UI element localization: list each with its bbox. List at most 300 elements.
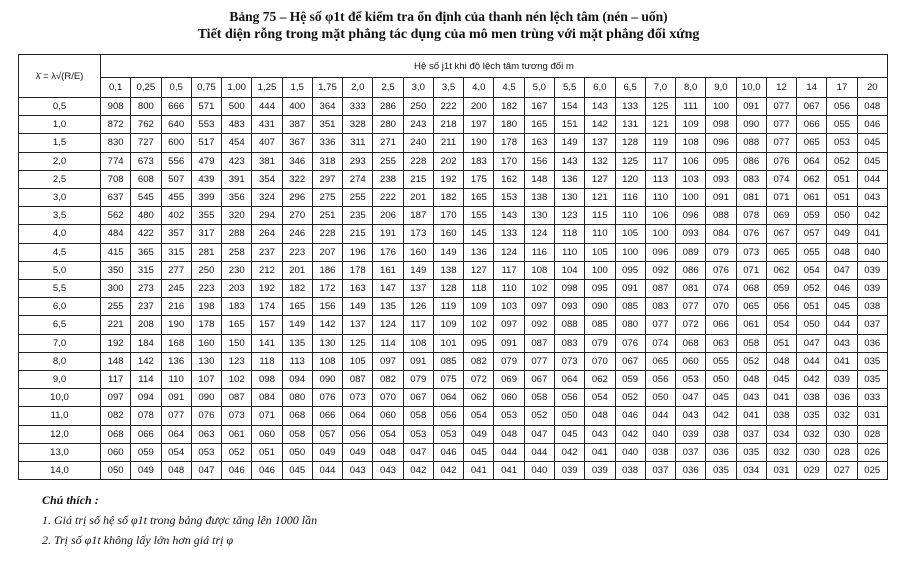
value-cell: 355 xyxy=(191,207,221,225)
value-cell: 238 xyxy=(373,170,403,188)
value-cell: 135 xyxy=(282,334,312,352)
value-cell: 147 xyxy=(373,280,403,298)
value-cell: 093 xyxy=(554,298,584,316)
value-cell: 106 xyxy=(645,207,675,225)
value-cell: 165 xyxy=(524,116,554,134)
value-cell: 090 xyxy=(191,389,221,407)
value-cell: 202 xyxy=(433,152,463,170)
value-cell: 324 xyxy=(252,189,282,207)
value-cell: 128 xyxy=(433,280,463,298)
value-cell: 246 xyxy=(282,225,312,243)
value-cell: 119 xyxy=(645,134,675,152)
lambda-cell: 11,0 xyxy=(19,407,101,425)
lambda-cell: 2,5 xyxy=(19,170,101,188)
value-cell: 103 xyxy=(494,298,524,316)
value-cell: 381 xyxy=(252,152,282,170)
value-cell: 087 xyxy=(524,334,554,352)
value-cell: 178 xyxy=(343,261,373,279)
value-cell: 085 xyxy=(433,352,463,370)
value-cell: 165 xyxy=(282,298,312,316)
value-cell: 049 xyxy=(312,443,342,461)
value-cell: 044 xyxy=(524,443,554,461)
table-title: Bảng 75 – Hệ số φ1t để kiểm tra ổn định của thanh nén lệch tâm (nén – uốn) xyxy=(229,9,668,24)
value-cell: 068 xyxy=(736,280,766,298)
value-cell: 041 xyxy=(827,352,857,370)
value-cell: 096 xyxy=(706,134,736,152)
value-cell: 102 xyxy=(464,316,494,334)
value-cell: 315 xyxy=(161,243,191,261)
value-cell: 056 xyxy=(554,389,584,407)
value-cell: 067 xyxy=(766,225,796,243)
value-cell: 286 xyxy=(373,98,403,116)
value-cell: 050 xyxy=(706,371,736,389)
value-cell: 051 xyxy=(827,170,857,188)
value-cell: 087 xyxy=(222,389,252,407)
value-cell: 121 xyxy=(585,189,615,207)
value-cell: 168 xyxy=(161,334,191,352)
table-row xyxy=(19,352,888,370)
value-cell: 033 xyxy=(857,389,887,407)
value-cell: 082 xyxy=(464,352,494,370)
table-row xyxy=(19,407,888,425)
value-cell: 077 xyxy=(645,316,675,334)
value-cell: 090 xyxy=(312,371,342,389)
value-cell: 048 xyxy=(857,98,887,116)
m-value-header: 3,0 xyxy=(403,78,433,98)
value-cell: 073 xyxy=(736,243,766,261)
value-cell: 138 xyxy=(433,261,463,279)
value-cell: 077 xyxy=(524,352,554,370)
value-cell: 102 xyxy=(222,371,252,389)
value-cell: 455 xyxy=(161,189,191,207)
value-cell: 043 xyxy=(827,334,857,352)
value-cell: 127 xyxy=(464,261,494,279)
value-cell: 040 xyxy=(615,443,645,461)
table-row xyxy=(19,389,888,407)
value-cell: 280 xyxy=(373,116,403,134)
value-cell: 077 xyxy=(676,298,706,316)
value-cell: 054 xyxy=(161,443,191,461)
value-cell: 407 xyxy=(252,134,282,152)
value-cell: 041 xyxy=(766,389,796,407)
table-row xyxy=(19,298,888,316)
value-cell: 130 xyxy=(191,352,221,370)
value-cell: 086 xyxy=(736,152,766,170)
value-cell: 110 xyxy=(645,189,675,207)
value-cell: 143 xyxy=(494,207,524,225)
value-cell: 208 xyxy=(131,316,161,334)
value-cell: 116 xyxy=(524,243,554,261)
value-cell: 053 xyxy=(403,425,433,443)
value-cell: 175 xyxy=(464,170,494,188)
value-cell: 045 xyxy=(857,134,887,152)
value-cell: 035 xyxy=(706,462,736,480)
value-cell: 061 xyxy=(736,316,766,334)
value-cell: 052 xyxy=(797,280,827,298)
value-cell: 034 xyxy=(766,425,796,443)
value-cell: 133 xyxy=(494,225,524,243)
value-cell: 153 xyxy=(494,189,524,207)
value-cell: 038 xyxy=(766,407,796,425)
value-cell: 070 xyxy=(706,298,736,316)
value-cell: 218 xyxy=(433,116,463,134)
value-cell: 042 xyxy=(615,425,645,443)
table-row xyxy=(19,462,888,480)
value-cell: 120 xyxy=(615,170,645,188)
value-cell: 114 xyxy=(131,371,161,389)
lambda-cell: 3,0 xyxy=(19,189,101,207)
value-cell: 043 xyxy=(585,425,615,443)
value-cell: 315 xyxy=(131,261,161,279)
value-cell: 258 xyxy=(222,243,252,261)
value-cell: 050 xyxy=(645,389,675,407)
value-cell: 073 xyxy=(222,407,252,425)
value-cell: 079 xyxy=(585,334,615,352)
value-cell: 206 xyxy=(373,207,403,225)
value-cell: 192 xyxy=(252,280,282,298)
value-cell: 093 xyxy=(706,170,736,188)
value-cell: 090 xyxy=(585,298,615,316)
value-cell: 187 xyxy=(403,207,433,225)
value-cell: 094 xyxy=(282,371,312,389)
value-cell: 074 xyxy=(706,280,736,298)
value-cell: 073 xyxy=(554,352,584,370)
value-cell: 109 xyxy=(433,316,463,334)
value-cell: 092 xyxy=(524,316,554,334)
value-cell: 095 xyxy=(585,280,615,298)
value-cell: 084 xyxy=(706,225,736,243)
value-cell: 042 xyxy=(706,407,736,425)
value-cell: 149 xyxy=(343,298,373,316)
value-cell: 142 xyxy=(131,352,161,370)
value-cell: 066 xyxy=(312,407,342,425)
value-cell: 032 xyxy=(766,443,796,461)
value-cell: 039 xyxy=(676,425,706,443)
value-cell: 133 xyxy=(615,98,645,116)
value-cell: 237 xyxy=(131,298,161,316)
value-cell: 221 xyxy=(101,316,131,334)
value-cell: 103 xyxy=(676,170,706,188)
value-cell: 118 xyxy=(252,352,282,370)
m-value-header: 17 xyxy=(827,78,857,98)
value-cell: 042 xyxy=(554,443,584,461)
value-cell: 128 xyxy=(615,134,645,152)
value-cell: 116 xyxy=(615,189,645,207)
value-cell: 073 xyxy=(343,389,373,407)
value-cell: 052 xyxy=(736,352,766,370)
value-cell: 054 xyxy=(797,261,827,279)
value-cell: 060 xyxy=(676,352,706,370)
value-cell: 047 xyxy=(524,425,554,443)
value-cell: 562 xyxy=(101,207,131,225)
value-cell: 064 xyxy=(161,425,191,443)
value-cell: 673 xyxy=(131,152,161,170)
value-cell: 110 xyxy=(494,280,524,298)
value-cell: 047 xyxy=(797,334,827,352)
value-cell: 136 xyxy=(554,170,584,188)
m-value-header: 0,5 xyxy=(161,78,191,98)
value-cell: 091 xyxy=(403,352,433,370)
value-cell: 126 xyxy=(403,298,433,316)
value-cell: 098 xyxy=(706,116,736,134)
value-cell: 271 xyxy=(373,134,403,152)
value-cell: 048 xyxy=(161,462,191,480)
value-cell: 608 xyxy=(131,170,161,188)
value-cell: 045 xyxy=(464,443,494,461)
value-cell: 056 xyxy=(827,98,857,116)
value-cell: 096 xyxy=(676,207,706,225)
value-cell: 237 xyxy=(252,243,282,261)
value-cell: 328 xyxy=(343,116,373,134)
value-cell: 240 xyxy=(403,134,433,152)
value-cell: 045 xyxy=(282,462,312,480)
value-cell: 264 xyxy=(252,225,282,243)
value-cell: 350 xyxy=(101,261,131,279)
value-cell: 136 xyxy=(161,352,191,370)
value-cell: 165 xyxy=(464,189,494,207)
value-cell: 125 xyxy=(615,152,645,170)
table-row xyxy=(19,280,888,298)
value-cell: 333 xyxy=(343,98,373,116)
value-cell: 056 xyxy=(433,407,463,425)
value-cell: 203 xyxy=(222,280,252,298)
value-cell: 277 xyxy=(161,261,191,279)
value-cell: 391 xyxy=(222,170,252,188)
value-cell: 800 xyxy=(131,98,161,116)
value-cell: 044 xyxy=(312,462,342,480)
value-cell: 086 xyxy=(676,261,706,279)
value-cell: 066 xyxy=(706,316,736,334)
value-cell: 872 xyxy=(101,116,131,134)
value-cell: 123 xyxy=(554,207,584,225)
value-cell: 072 xyxy=(464,371,494,389)
lambda-cell: 8,0 xyxy=(19,352,101,370)
value-cell: 042 xyxy=(857,207,887,225)
value-cell: 143 xyxy=(554,152,584,170)
value-cell: 182 xyxy=(433,189,463,207)
value-cell: 545 xyxy=(131,189,161,207)
note-item: 2. Trị số φ1t không lấy lớn hơn giá trị φ xyxy=(42,533,234,547)
value-cell: 556 xyxy=(161,152,191,170)
value-cell: 192 xyxy=(101,334,131,352)
value-cell: 170 xyxy=(433,207,463,225)
value-cell: 137 xyxy=(343,316,373,334)
value-cell: 216 xyxy=(161,298,191,316)
value-cell: 037 xyxy=(857,316,887,334)
value-cell: 071 xyxy=(252,407,282,425)
value-cell: 087 xyxy=(343,371,373,389)
value-cell: 053 xyxy=(494,407,524,425)
value-cell: 431 xyxy=(252,116,282,134)
value-cell: 058 xyxy=(736,334,766,352)
value-cell: 178 xyxy=(494,134,524,152)
value-cell: 273 xyxy=(131,280,161,298)
value-cell: 479 xyxy=(191,152,221,170)
value-cell: 255 xyxy=(101,298,131,316)
value-cell: 108 xyxy=(312,352,342,370)
value-cell: 346 xyxy=(282,152,312,170)
value-cell: 130 xyxy=(554,189,584,207)
value-cell: 079 xyxy=(403,371,433,389)
value-cell: 057 xyxy=(797,225,827,243)
value-cell: 055 xyxy=(797,243,827,261)
value-cell: 048 xyxy=(373,443,403,461)
value-cell: 281 xyxy=(191,243,221,261)
value-cell: 131 xyxy=(615,116,645,134)
m-value-header: 4,5 xyxy=(494,78,524,98)
value-cell: 148 xyxy=(524,170,554,188)
m-value-header: 6,5 xyxy=(615,78,645,98)
value-cell: 037 xyxy=(676,443,706,461)
value-cell: 047 xyxy=(191,462,221,480)
value-cell: 423 xyxy=(222,152,252,170)
table-row xyxy=(19,207,888,225)
m-value-header: 5,5 xyxy=(554,78,584,98)
value-cell: 483 xyxy=(222,116,252,134)
value-cell: 215 xyxy=(343,225,373,243)
value-cell: 098 xyxy=(554,280,584,298)
value-cell: 065 xyxy=(766,243,796,261)
value-cell: 049 xyxy=(131,462,161,480)
lambda-cell: 5,0 xyxy=(19,261,101,279)
value-cell: 098 xyxy=(252,371,282,389)
value-cell: 025 xyxy=(857,462,887,480)
value-cell: 039 xyxy=(554,462,584,480)
value-cell: 149 xyxy=(282,316,312,334)
m-value-header: 10,0 xyxy=(736,78,766,98)
value-cell: 048 xyxy=(827,243,857,261)
value-cell: 109 xyxy=(676,116,706,134)
value-cell: 399 xyxy=(191,189,221,207)
value-cell: 351 xyxy=(312,116,342,134)
value-cell: 076 xyxy=(736,225,766,243)
table-subtitle: Tiết diện rỗng trong mặt phẳng tác dụng của mô men trùng với mặt phẳng đối xứng xyxy=(197,27,700,42)
value-cell: 774 xyxy=(101,152,131,170)
value-cell: 053 xyxy=(827,134,857,152)
value-cell: 039 xyxy=(827,371,857,389)
value-cell: 142 xyxy=(312,316,342,334)
value-cell: 118 xyxy=(554,225,584,243)
value-cell: 069 xyxy=(494,371,524,389)
lambda-cell: 14,0 xyxy=(19,462,101,480)
value-cell: 085 xyxy=(615,298,645,316)
value-cell: 156 xyxy=(312,298,342,316)
value-cell: 186 xyxy=(312,261,342,279)
value-cell: 042 xyxy=(797,371,827,389)
value-cell: 056 xyxy=(766,298,796,316)
table-row xyxy=(19,116,888,134)
value-cell: 051 xyxy=(797,298,827,316)
value-cell: 091 xyxy=(161,389,191,407)
value-cell: 145 xyxy=(464,225,494,243)
value-cell: 030 xyxy=(827,425,857,443)
value-cell: 076 xyxy=(766,152,796,170)
value-cell: 062 xyxy=(464,389,494,407)
value-cell: 162 xyxy=(494,170,524,188)
value-cell: 038 xyxy=(797,389,827,407)
value-cell: 110 xyxy=(615,207,645,225)
value-cell: 049 xyxy=(827,225,857,243)
value-cell: 042 xyxy=(403,462,433,480)
value-cell: 517 xyxy=(191,134,221,152)
value-cell: 402 xyxy=(161,207,191,225)
value-cell: 042 xyxy=(433,462,463,480)
value-cell: 082 xyxy=(373,371,403,389)
value-cell: 064 xyxy=(343,407,373,425)
value-cell: 064 xyxy=(797,152,827,170)
value-cell: 336 xyxy=(312,134,342,152)
value-cell: 160 xyxy=(191,334,221,352)
value-cell: 065 xyxy=(797,134,827,152)
value-cell: 367 xyxy=(282,134,312,152)
value-cell: 050 xyxy=(282,443,312,461)
value-cell: 035 xyxy=(736,443,766,461)
value-cell: 038 xyxy=(615,462,645,480)
value-cell: 053 xyxy=(433,425,463,443)
value-cell: 039 xyxy=(857,261,887,279)
lambda-cell: 10,0 xyxy=(19,389,101,407)
lambda-cell: 7,0 xyxy=(19,334,101,352)
value-cell: 060 xyxy=(494,389,524,407)
value-cell: 322 xyxy=(282,170,312,188)
value-cell: 061 xyxy=(222,425,252,443)
value-cell: 079 xyxy=(494,352,524,370)
m-value-header: 7,0 xyxy=(645,78,675,98)
value-cell: 119 xyxy=(433,298,463,316)
value-cell: 037 xyxy=(736,425,766,443)
value-cell: 069 xyxy=(766,207,796,225)
value-cell: 035 xyxy=(857,352,887,370)
m-value-header: 1,25 xyxy=(252,78,282,98)
value-cell: 074 xyxy=(645,334,675,352)
value-cell: 097 xyxy=(101,389,131,407)
value-cell: 052 xyxy=(615,389,645,407)
value-cell: 422 xyxy=(131,225,161,243)
value-cell: 294 xyxy=(252,207,282,225)
value-cell: 053 xyxy=(676,371,706,389)
value-cell: 130 xyxy=(524,207,554,225)
value-cell: 170 xyxy=(494,152,524,170)
table-body xyxy=(19,98,888,480)
value-cell: 127 xyxy=(585,170,615,188)
value-cell: 201 xyxy=(403,189,433,207)
value-cell: 192 xyxy=(433,170,463,188)
lambda-cell: 4,0 xyxy=(19,225,101,243)
value-cell: 190 xyxy=(161,316,191,334)
value-cell: 091 xyxy=(615,280,645,298)
value-cell: 149 xyxy=(403,261,433,279)
value-cell: 050 xyxy=(554,407,584,425)
value-cell: 124 xyxy=(494,243,524,261)
value-cell: 183 xyxy=(464,152,494,170)
value-cell: 135 xyxy=(373,298,403,316)
value-cell: 088 xyxy=(736,134,766,152)
value-cell: 091 xyxy=(736,98,766,116)
value-cell: 097 xyxy=(494,316,524,334)
value-cell: 666 xyxy=(161,98,191,116)
value-cell: 100 xyxy=(706,98,736,116)
value-cell: 100 xyxy=(645,225,675,243)
value-cell: 480 xyxy=(131,207,161,225)
value-cell: 043 xyxy=(343,462,373,480)
value-cell: 062 xyxy=(766,261,796,279)
value-cell: 044 xyxy=(797,352,827,370)
value-cell: 117 xyxy=(645,152,675,170)
value-cell: 275 xyxy=(312,189,342,207)
note-item: 1. Giá trị số hệ số φ1t trong bảng được tăng lên 1000 lần xyxy=(42,513,318,527)
value-cell: 059 xyxy=(131,443,161,461)
lambda-cell: 2,0 xyxy=(19,152,101,170)
